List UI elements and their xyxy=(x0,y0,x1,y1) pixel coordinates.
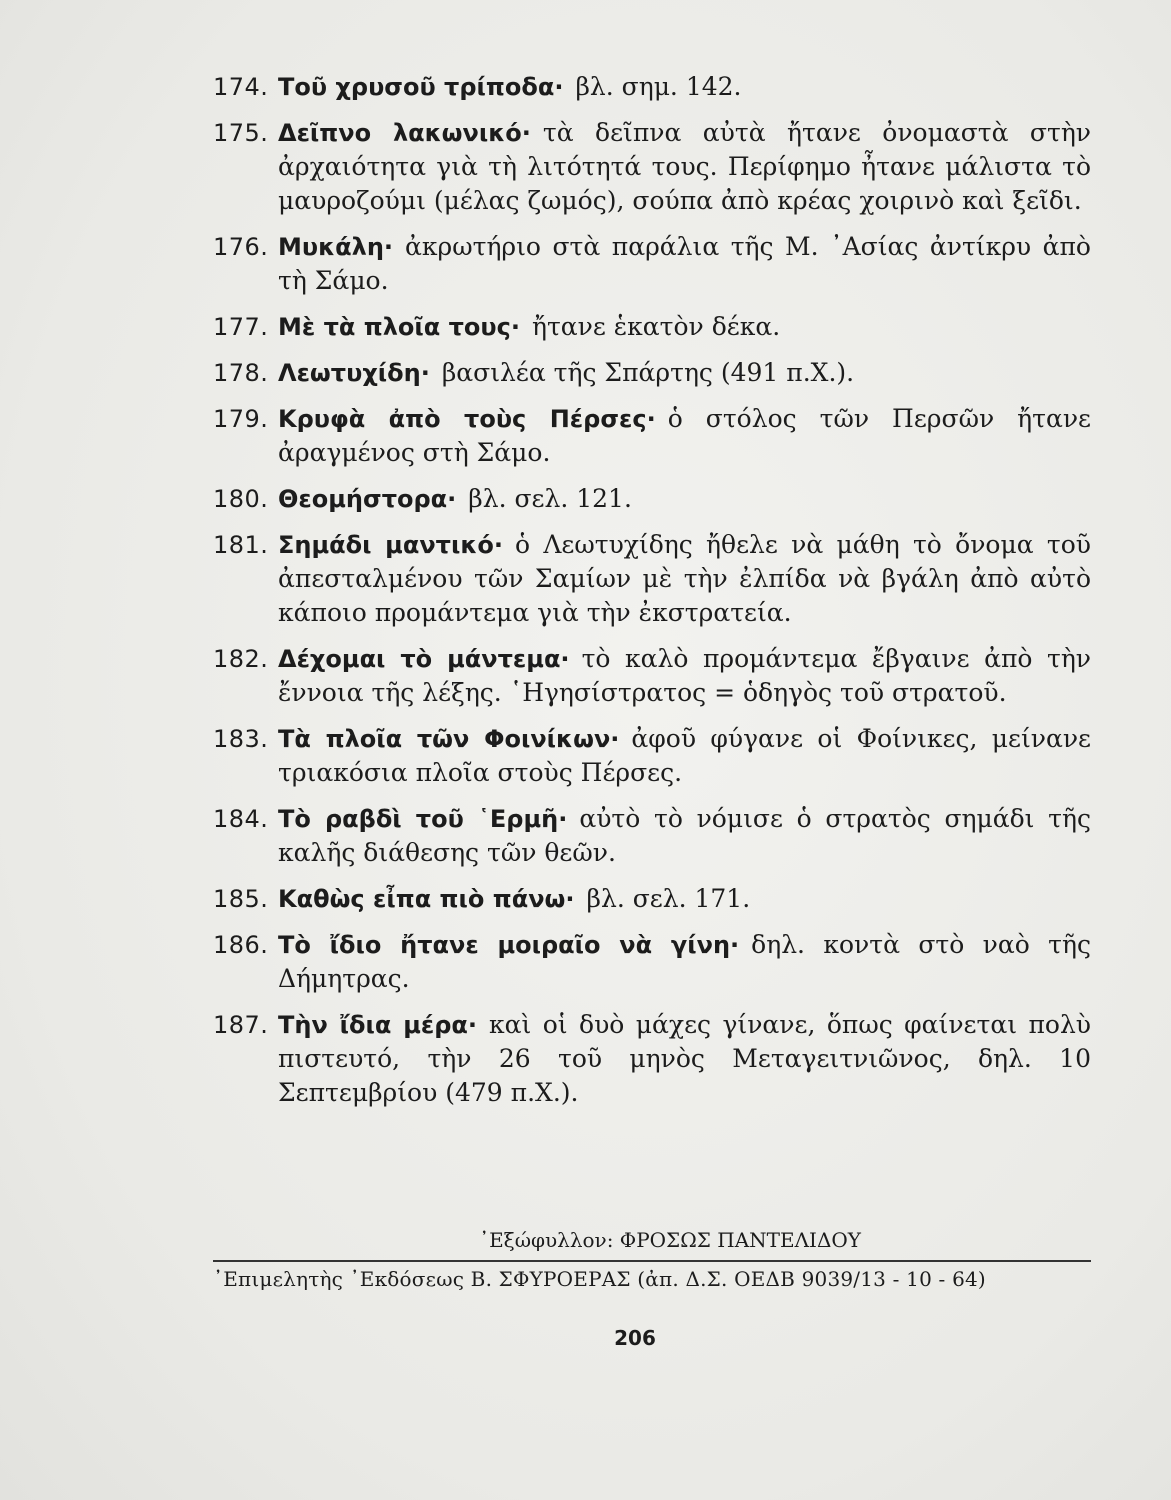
colophon xyxy=(213,1226,1091,1292)
note-178 xyxy=(213,356,1091,390)
note-text: ἀφοῦ φύγανε οἱ Φοίνικες, μείνανε τριακόσια πλοῖα στοὺς Πέρσες. xyxy=(278,724,1092,787)
note-number: 176. xyxy=(213,233,269,261)
note-text: αὐτὸ τὸ νόμισε ὁ στρατὸς σημάδι τῆς καλῆς διάθεσης τῶν θεῶν. xyxy=(278,804,1091,867)
note-heading: Σημάδι μαντικό· xyxy=(278,531,503,559)
note-heading: Λεωτυχίδη· xyxy=(278,359,430,387)
note-number: 175. xyxy=(213,119,269,147)
note-text: ὁ στόλος τῶν Περσῶν ἤτανε ἀραγμένος στὴ Σάμο. xyxy=(278,404,1091,467)
note-number: 178. xyxy=(213,359,269,387)
note-186 xyxy=(213,928,1091,996)
note-180 xyxy=(213,482,1091,516)
note-number: 183. xyxy=(213,725,269,753)
note-number: 184. xyxy=(213,805,269,833)
editor-credit: ᾿Επιμελητὴς ᾿Εκδόσεως Β. ΣΦΥΡΟΕΡΑΣ (ἀπ. Δ.Σ. ΟΕΔΒ 9039/13 - 10 - 64) xyxy=(213,1267,986,1291)
note-number: 185. xyxy=(213,885,269,913)
note-heading: Δέχομαι τὸ μάντεμα· xyxy=(278,645,570,673)
note-number: 180. xyxy=(213,485,269,513)
note-heading: Μὲ τὰ πλοῖα τους· xyxy=(278,313,520,341)
note-text: βλ. σημ. 142. xyxy=(575,72,742,101)
note-number: 187. xyxy=(213,1011,269,1039)
note-number: 179. xyxy=(213,405,269,433)
note-heading: Κρυφὰ ἀπὸ τοὺς Πέρσες· xyxy=(278,405,656,433)
note-heading: Δεῖπνο λακωνικό· xyxy=(278,119,531,147)
note-187 xyxy=(213,1008,1091,1110)
note-heading: Καθὼς εἶπα πιὸ πάνω· xyxy=(278,885,575,913)
cover-credit: ᾿Εξώφυλλον: ΦΡΟΣΩΣ ΠΑΝΤΕΛΙΔΟΥ xyxy=(479,1228,861,1252)
note-text: καὶ οἱ δυὸ μάχες γίνανε, ὅπως φαίνεται πολὺ πιστευτό, τὴν 26 τοῦ μηνὸς Μεταγειτνιῶνος, δηλ. 10 Σεπτεμβρίου (479 π.Χ.). xyxy=(278,1010,1091,1107)
note-heading: Τὸ ραβδὶ τοῦ ῾Ερμῆ· xyxy=(278,805,568,833)
note-text: τὸ καλὸ προμάντεμα ἔβγαινε ἀπὸ τὴν ἔννοια τῆς λέξης. ῾Ηγησίστρατος = ὁδηγὸς τοῦ στρατοῦ. xyxy=(278,644,1092,707)
note-text: ἤτανε ἑκατὸν δέκα. xyxy=(531,312,781,341)
note-175 xyxy=(213,116,1091,218)
note-heading: Τὴν ἴδια μέρα· xyxy=(278,1011,477,1039)
note-179 xyxy=(213,402,1091,470)
note-text: βλ. σελ. 171. xyxy=(586,884,751,913)
note-185 xyxy=(213,882,1091,916)
note-heading: Θεομήστορα· xyxy=(278,485,457,513)
note-text: τὰ δεῖπνα αὐτὰ ἤτανε ὀνομαστὰ στὴν ἀρχαιότητα γιὰ τὴ λιτότητά τους. Περίφημο ἦτανε μάλιστα τὸ μαυροζούμι (μέλας ζωμός), σούπα ἀπὸ κρέας χοιρινὸ καὶ ξεῖδι. xyxy=(278,118,1091,215)
note-181 xyxy=(213,528,1091,630)
note-heading: Μυκάλη· xyxy=(278,233,394,261)
footer-rule xyxy=(213,1260,1091,1262)
page-number: 206 xyxy=(614,1326,656,1350)
note-text: ὁ Λεωτυχίδης ἤθελε νὰ μάθη τὸ ὄνομα τοῦ ἀπεσταλμένου τῶν Σαμίων μὲ τὴν ἐλπίδα νὰ βγάλη ἀπὸ αὐτὸ κάποιο προμάντεμα γιὰ τὴν ἐκστρατεία. xyxy=(278,530,1091,627)
note-text: βασιλέα τῆς Σπάρτης (491 π.Χ.). xyxy=(441,358,855,387)
note-text: βλ. σελ. 121. xyxy=(468,484,632,513)
note-heading: Τὰ πλοῖα τῶν Φοινίκων· xyxy=(278,725,620,753)
note-number: 186. xyxy=(213,931,269,959)
note-number: 182. xyxy=(213,645,269,673)
note-182 xyxy=(213,642,1091,710)
note-number: 174. xyxy=(213,73,269,101)
note-heading: Τὸ ἴδιο ἤτανε μοιραῖο νὰ γίνη· xyxy=(278,931,740,959)
note-183 xyxy=(213,722,1091,790)
endnotes-list xyxy=(213,70,1091,1122)
note-heading: Τοῦ χρυσοῦ τρίποδα· xyxy=(278,73,564,101)
note-177 xyxy=(213,310,1091,344)
note-174 xyxy=(213,70,1091,104)
note-184 xyxy=(213,802,1091,870)
note-176 xyxy=(213,230,1091,298)
note-number: 181. xyxy=(213,531,269,559)
note-text: ἀκρωτήριο στὰ παράλια τῆς Μ. ᾿Ασίας ἀντίκρυ ἀπὸ τὴ Σάμο. xyxy=(278,232,1091,295)
note-text: δηλ. κοντὰ στὸ ναὸ τῆς Δήμητρας. xyxy=(278,930,1091,993)
note-number: 177. xyxy=(213,313,269,341)
